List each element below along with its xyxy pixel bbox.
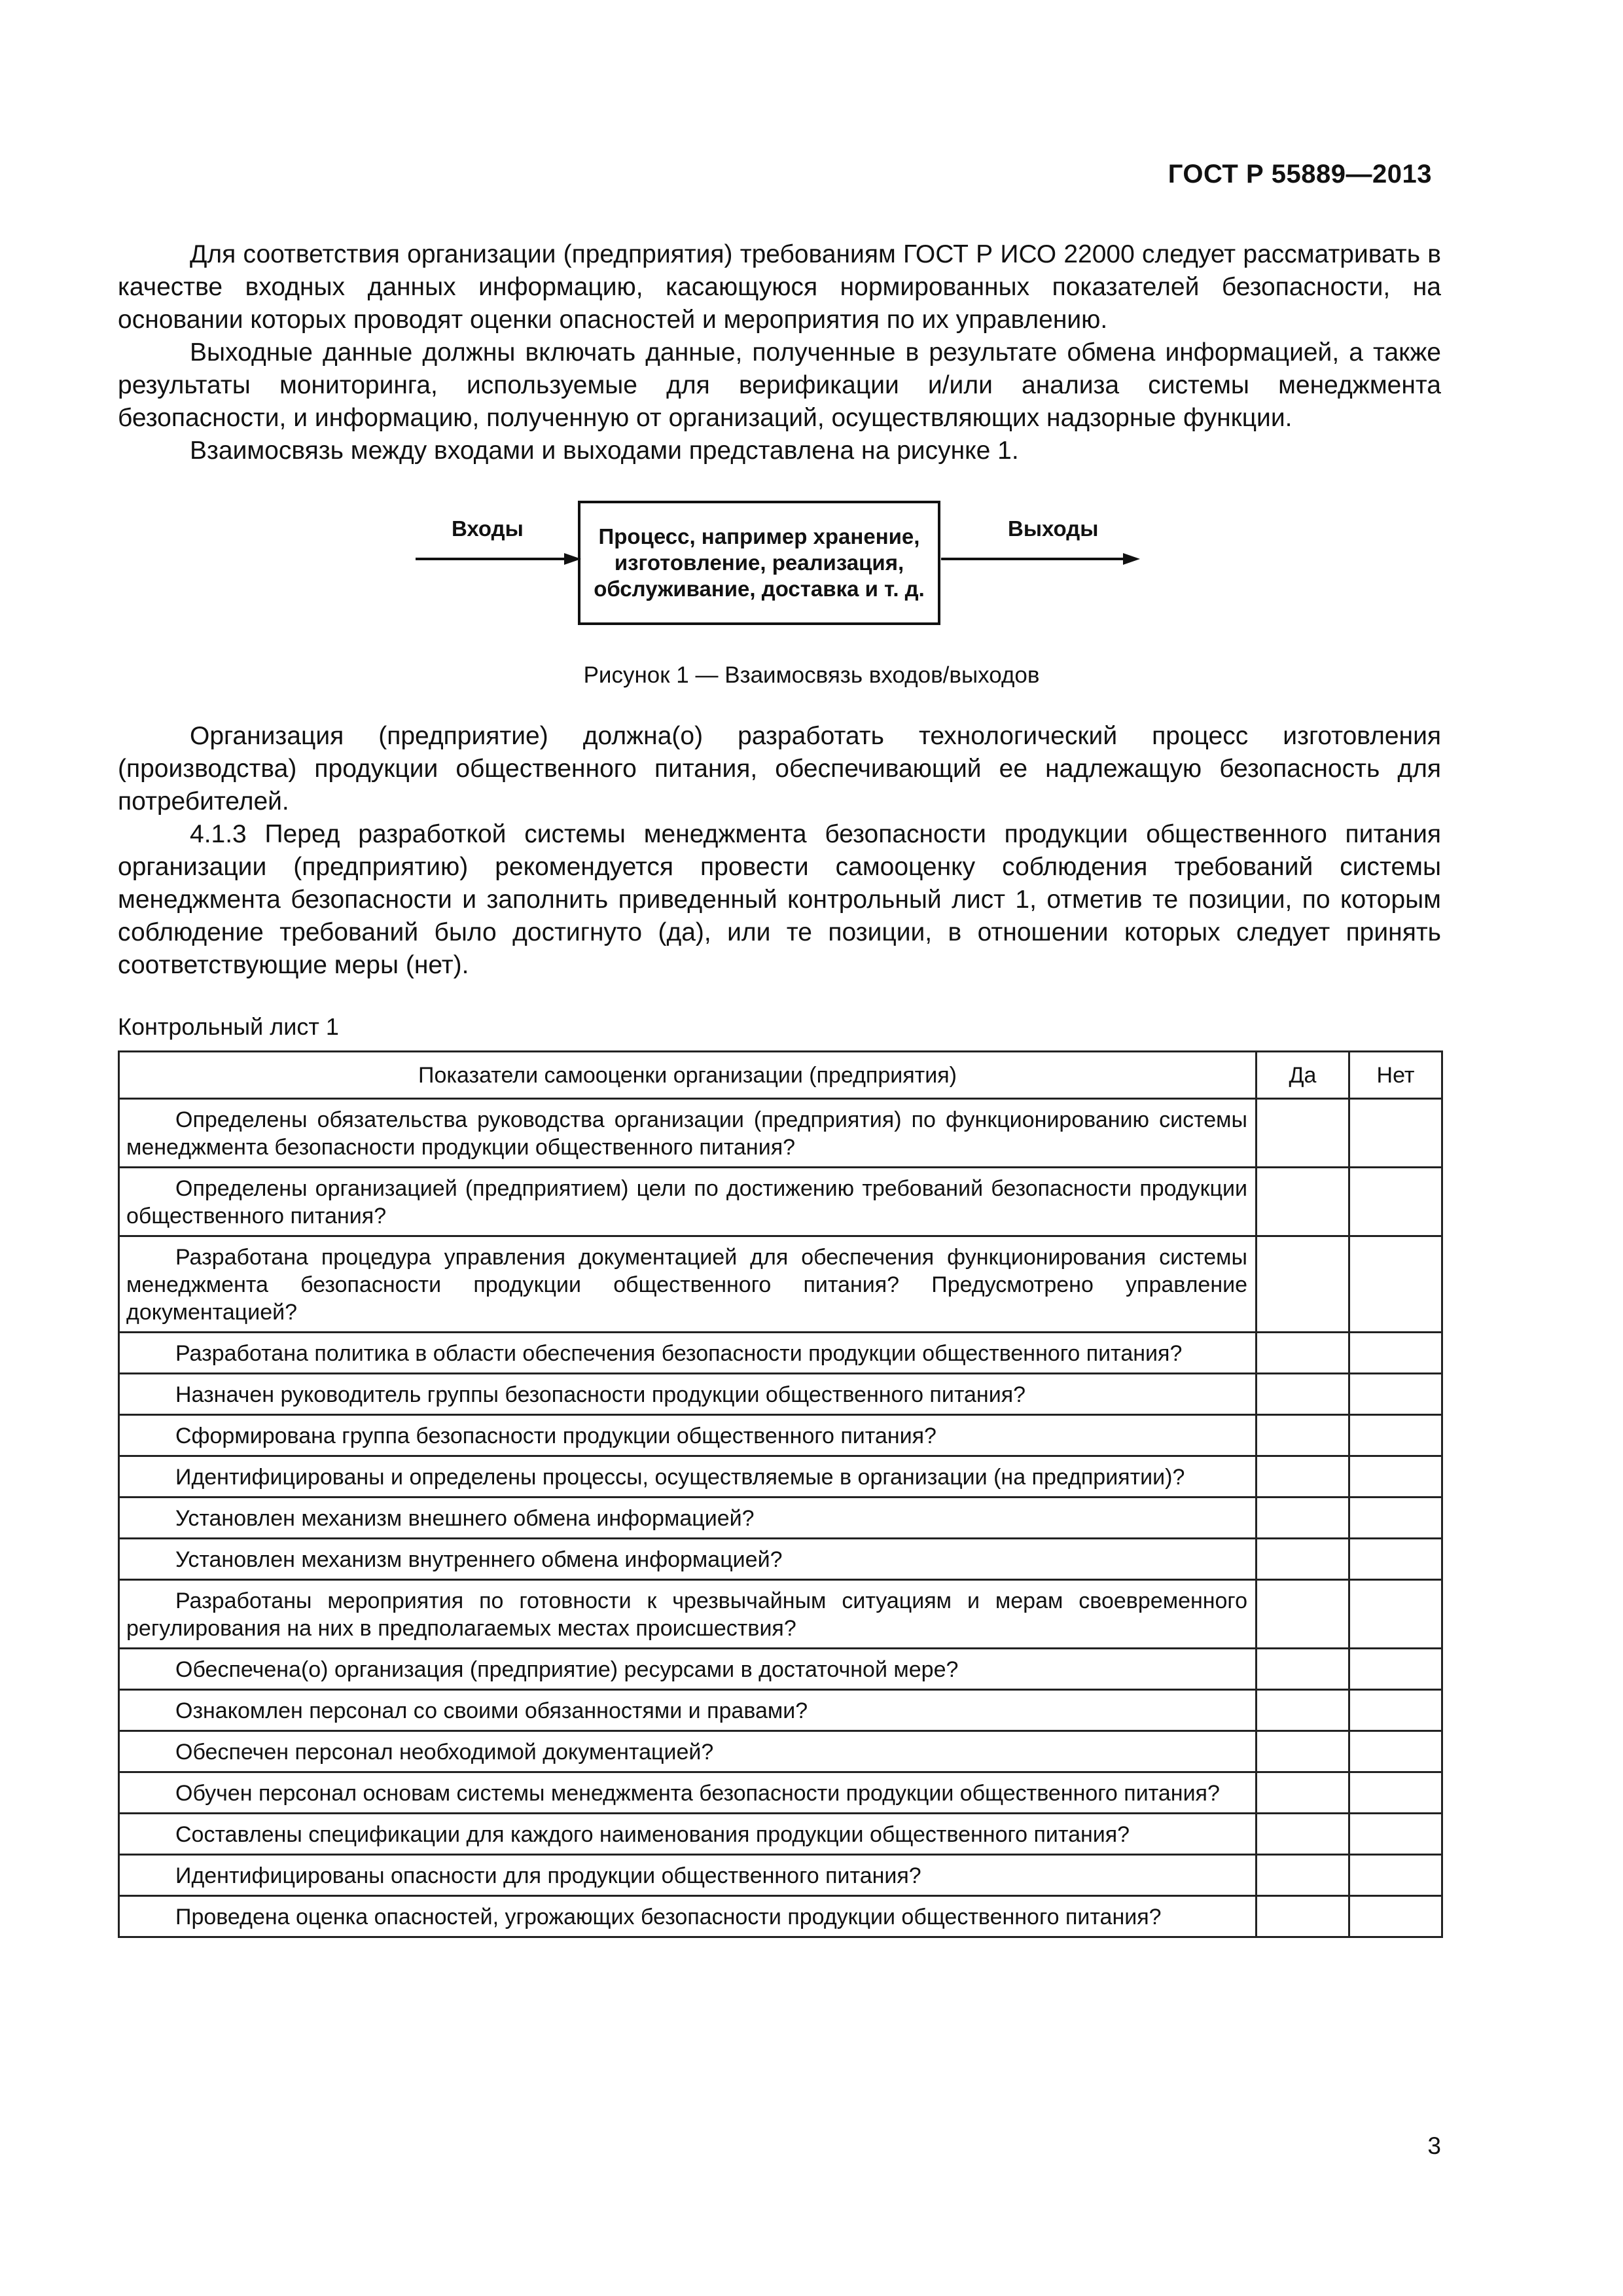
body-paragraph: 4.1.3 Перед разработкой системы менеджмента безопасности продукции общественного питания организации (предприятию) рекомендуется провести самооценку соблюдения требований системы менеджмента безопасности и заполнить приведенный контрольный лист 1, отметив те позиции, по которым соблюдение требований было достигнуто (да), или те позиции, в отношении которых следует принять соответствующие меры (нет). [118,820,1441,979]
output-arrowhead-icon [1123,553,1140,565]
yes-cell[interactable] [1257,1855,1349,1896]
outputs-label: Выходы [1008,516,1099,541]
checklist-table [118,1050,1443,1938]
no-cell[interactable] [1349,1456,1442,1498]
page-number: 3 [1427,2132,1441,2159]
no-cell[interactable] [1349,1580,1442,1649]
intro-paragraph: Для соответствия организации (предприятия) требованиям ГОСТ Р ИСО 22000 следует рассматривать в качестве входных данных информацию, касающуюся нормированных показателей безопасности, на основании которых проводят оценки опасностей и мероприятия по их управлению. [118,240,1441,334]
yes-cell[interactable] [1257,1731,1349,1772]
table-row [119,1498,1442,1539]
no-cell[interactable] [1349,1099,1442,1168]
no-cell[interactable] [1349,1168,1442,1236]
no-cell[interactable] [1349,1498,1442,1539]
yes-cell[interactable] [1257,1814,1349,1855]
output-arrow-icon [941,558,1126,560]
question-cell [119,1855,1257,1896]
no-cell[interactable] [1349,1772,1442,1814]
table-row [119,1539,1442,1580]
question-cell [119,1333,1257,1374]
question-text: Составлены спецификации для каждого наименования продукции общественного питания? [175,1822,1130,1847]
table-row [119,1896,1442,1937]
yes-cell[interactable] [1257,1772,1349,1814]
question-text: Разработана процедура управления документацией для обеспечения функционирования системы менеджмента безопасности продукции общественного питания? Предусмотрено управление документацией? [126,1245,1247,1325]
no-cell[interactable] [1349,1731,1442,1772]
table-row [119,1855,1442,1896]
table-row [119,1690,1442,1731]
input-arrow-icon [416,558,567,560]
question-cell [119,1539,1257,1580]
middle-section [118,720,1441,982]
inputs-label: Входы [452,516,524,541]
header-yes: Да [1257,1052,1349,1099]
process-text: Процесс, например хранение, изготовление, реализация, обслуживание, доставка и т. д. [594,524,925,601]
yes-cell[interactable] [1257,1168,1349,1236]
question-text: Определены организацией (предприятием) цели по достижению требований безопасности продукции общественного питания? [126,1176,1247,1229]
question-cell [119,1236,1257,1333]
intro-section [118,238,1441,467]
table-row [119,1236,1442,1333]
question-text: Идентифицированы опасности для продукции общественного питания? [175,1863,921,1888]
question-cell [119,1814,1257,1855]
question-cell [119,1374,1257,1415]
no-cell[interactable] [1349,1855,1442,1896]
no-cell[interactable] [1349,1236,1442,1333]
document-code: ГОСТ Р 55889—2013 [1168,160,1432,188]
table-row [119,1374,1442,1415]
table-row [119,1731,1442,1772]
yes-cell[interactable] [1257,1415,1349,1456]
question-cell [119,1415,1257,1456]
question-text: Обучен персонал основам системы менеджмента безопасности продукции общественного питания? [175,1781,1220,1806]
question-text: Назначен руководитель группы безопасности продукции общественного питания? [175,1382,1026,1407]
table-row [119,1333,1442,1374]
question-cell [119,1580,1257,1649]
yes-cell[interactable] [1257,1374,1349,1415]
no-cell[interactable] [1349,1814,1442,1855]
question-text: Проведена оценка опасностей, угрожающих безопасности продукции общественного питания? [175,1905,1162,1929]
yes-cell[interactable] [1257,1333,1349,1374]
question-text: Разработаны мероприятия по готовности к чрезвычайным ситуациям и мерам своевременного регулирования на них в предполагаемых местах происшествия? [126,1588,1247,1641]
table-row [119,1814,1442,1855]
yes-cell[interactable] [1257,1498,1349,1539]
question-cell [119,1896,1257,1937]
header-no: Нет [1349,1052,1442,1099]
question-text: Разработана политика в области обеспечения безопасности продукции общественного питания? [175,1341,1183,1366]
question-text: Сформирована группа безопасности продукции общественного питания? [175,1424,936,1448]
question-cell [119,1690,1257,1731]
yes-cell[interactable] [1257,1896,1349,1937]
no-cell[interactable] [1349,1896,1442,1937]
yes-cell[interactable] [1257,1236,1349,1333]
question-cell [119,1456,1257,1498]
figure-caption: Рисунок 1 — Взаимосвязь входов/выходов [583,662,1040,688]
question-text: Ознакомлен персонал со своими обязанностями и правами? [175,1698,808,1723]
question-cell [119,1772,1257,1814]
no-cell[interactable] [1349,1333,1442,1374]
question-text: Установлен механизм внешнего обмена информацией? [175,1506,755,1531]
no-cell[interactable] [1349,1374,1442,1415]
yes-cell[interactable] [1257,1580,1349,1649]
table-row [119,1649,1442,1690]
yes-cell[interactable] [1257,1456,1349,1498]
question-cell [119,1168,1257,1236]
table-row [119,1772,1442,1814]
question-text: Обеспечена(о) организация (предприятие) ресурсами в достаточной мере? [175,1657,959,1682]
yes-cell[interactable] [1257,1099,1349,1168]
table-row [119,1456,1442,1498]
checklist-title: Контрольный лист 1 [118,1013,339,1040]
yes-cell[interactable] [1257,1539,1349,1580]
no-cell[interactable] [1349,1539,1442,1580]
figure-inputs-outputs [393,494,1152,645]
process-box [578,501,940,625]
question-text: Идентифицированы и определены процессы, осуществляемые в организации (на предприятии)? [175,1465,1185,1490]
table-row [119,1580,1442,1649]
yes-cell[interactable] [1257,1690,1349,1731]
table-row [119,1099,1442,1168]
question-cell [119,1498,1257,1539]
header-indicators: Показатели самооценки организации (предприятия) [119,1052,1257,1099]
no-cell[interactable] [1349,1649,1442,1690]
table-row [119,1415,1442,1456]
table-header-row [119,1052,1442,1099]
intro-paragraph: Взаимосвязь между входами и выходами представлена на рисунке 1. [190,437,1019,465]
no-cell[interactable] [1349,1415,1442,1456]
question-cell [119,1649,1257,1690]
question-text: Обеспечен персонал необходимой документацией? [175,1740,714,1765]
question-cell [119,1099,1257,1168]
no-cell[interactable] [1349,1690,1442,1731]
table-row [119,1168,1442,1236]
intro-paragraph: Выходные данные должны включать данные, полученные в результате обмена информацией, а также результаты мониторинга, используемые для верификации и/или анализа системы менеджмента безопасности, и информацию, полученную от организаций, осуществляющих надзорные функции. [118,338,1441,432]
question-cell [119,1731,1257,1772]
question-text: Определены обязательства руководства организации (предприятия) по функционированию системы менеджмента безопасности продукции общественного питания? [126,1107,1247,1160]
question-text: Установлен механизм внутреннего обмена информацией? [175,1547,783,1572]
body-paragraph: Организация (предприятие) должна(о) разработать технологический процесс изготовления (производства) продукции общественного питания, обеспечивающий ее надлежащую безопасность для потребителей. [118,722,1441,816]
yes-cell[interactable] [1257,1649,1349,1690]
